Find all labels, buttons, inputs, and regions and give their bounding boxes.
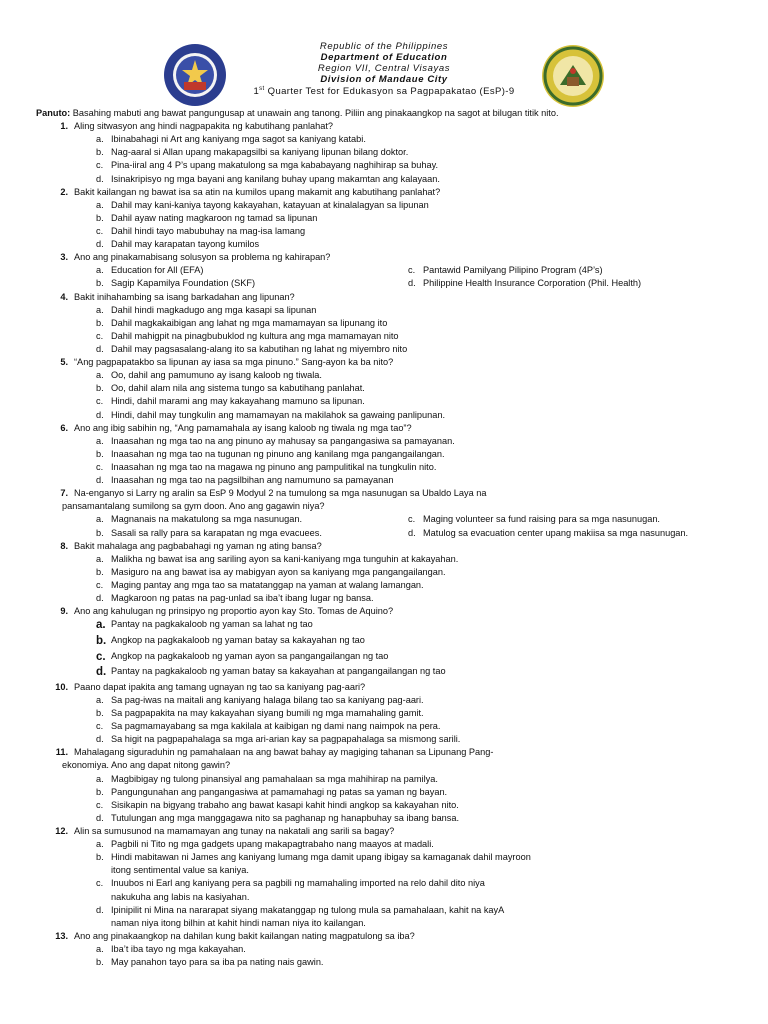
question-number: 12. — [55, 826, 68, 837]
answer-option — [96, 213, 768, 223]
option-letter: d. — [96, 239, 104, 250]
option-letter: b. — [96, 448, 104, 459]
answer-option — [96, 957, 768, 967]
question-text: Paano dapat ipakita ang tamang ugnayan ng tao sa kaniyang pag-aari? — [74, 681, 366, 692]
option-text: Pantay na pagkakaloob ng yaman sa lahat ng tao — [111, 619, 313, 630]
answer-option — [96, 787, 768, 797]
question-item — [0, 252, 768, 288]
question-item — [0, 606, 768, 679]
header-department: Department of Education — [320, 52, 448, 63]
option-text: Malikha ng bawat isa ang sariling ayon sa kani-kaniyang mga tunguhin at kakayahan. — [111, 553, 459, 564]
option-text: Sa higit na pagpapahalaga sa mga ari-arian kay sa pagpapahalaga sa mismong sarili. — [111, 734, 461, 745]
answer-option — [96, 528, 408, 538]
option-text: Dahil hindi magkadugo ang mga kasapi sa lipunan — [111, 304, 317, 315]
answer-option — [96, 331, 768, 341]
answer-option — [96, 708, 768, 718]
answer-option — [96, 278, 408, 288]
question-row — [36, 357, 768, 367]
instructions-label: Panuto: — [36, 108, 71, 118]
answer-option — [96, 305, 768, 315]
answer-option — [96, 226, 768, 236]
question-text: Ano ang pinakaangkop na dahilan kung bakit kailangan nating magpatulong sa iba? — [74, 930, 415, 941]
answer-option — [96, 462, 768, 472]
question-number: 3. — [60, 252, 68, 263]
option-text-continued: nakukuha ang labis na kasiyahan. — [111, 891, 250, 902]
answer-option — [96, 580, 768, 590]
answer-option — [96, 635, 768, 648]
option-text: Education for All (EFA) — [111, 265, 204, 276]
question-number: 1. — [60, 121, 68, 132]
instructions-text: Basahing mabuti ang bawat pangungusap at unawain ang tanong. Piliin ang pinakaangkop na sagot at bilugan titik nito. — [70, 108, 559, 118]
question-text: Na-enganyo si Larry ng aralin sa EsP 9 Modyul 2 na tumulong sa mga nasunugan sa Ubaldo Laya na — [74, 488, 487, 499]
question-item — [0, 826, 768, 928]
option-text-continued: naman niya itong bilhin at kahit hindi naman niya ito kailangan. — [111, 917, 366, 928]
answer-option — [96, 239, 768, 249]
option-letter: d. — [96, 173, 104, 184]
answer-option — [96, 734, 768, 744]
answer-option — [96, 905, 768, 915]
question-text: Ano ang kahulugan ng prinsipyo ng proportio ayon kay Sto. Tomas de Aquino? — [74, 606, 394, 617]
answer-option — [96, 774, 768, 784]
answer-option — [96, 344, 768, 354]
answer-option-row — [96, 265, 768, 275]
question-row — [36, 826, 768, 836]
option-text: Sa pag-iwas na maitali ang kaniyang halaga bilang tao sa kaniyang pag-aari. — [111, 694, 424, 705]
answer-option — [96, 839, 768, 849]
option-text: Tutulungan ang mga manggagawa nito sa paghanap ng hanapbuhay sa ibang bansa. — [111, 812, 460, 823]
question-row — [36, 682, 768, 692]
question-number: 8. — [60, 540, 68, 551]
question-text: Bakit kailangan ng bawat isa sa atin na kumilos upang makamit ang kabutihang panlahat? — [74, 186, 441, 197]
instructions — [36, 108, 738, 118]
answer-option — [96, 554, 768, 564]
question-item — [0, 292, 768, 355]
answer-option — [96, 695, 768, 705]
option-text: Dahil mahigpit na pinagbubuklod ng kultura ang mga mamamayan nito — [111, 330, 399, 341]
option-text: Inaasahan ng mga tao na magawa ng pinuno ang pampulitikal na tungkulin nito. — [111, 461, 437, 472]
answer-option — [96, 265, 408, 275]
answer-option — [96, 944, 768, 954]
answer-option — [96, 593, 768, 603]
option-text: Magkaroon ng patas na pag-unlad sa iba’t ibang lugar ng bansa. — [111, 593, 374, 604]
option-letter: a. — [96, 370, 104, 381]
question-item — [0, 423, 768, 486]
answer-option — [96, 651, 768, 664]
mandaue-seal-icon — [540, 43, 606, 109]
answer-option — [96, 383, 768, 393]
option-letter: b. — [96, 383, 104, 394]
question-row — [36, 187, 768, 197]
question-text: “Ang pagpapatakbo sa lipunan ay iasa sa mga pinuno.” Sang-ayon ka ba nito? — [74, 357, 394, 368]
option-text: Nag-aaral si Allan upang makapagsilbi sa kaniyang lipunan bilang doktor. — [111, 147, 409, 158]
answer-option-row — [96, 528, 768, 538]
option-text: Magnanais na makatulong sa mga nasunugan. — [111, 514, 303, 525]
option-letter: c. — [96, 799, 104, 810]
option-letter: d. — [96, 734, 104, 745]
option-letter: a. — [96, 514, 104, 525]
option-letter: c. — [96, 225, 104, 236]
answer-option-row — [96, 514, 768, 524]
option-letter: a. — [96, 944, 104, 955]
option-text: Dahil hindi tayo mabubuhay na mag-isa lamang — [111, 225, 306, 236]
option-letter: c. — [408, 514, 416, 525]
option-text: Dahil may pagsasalang-alang ito sa kabutihan ng lahat ng miyembro nito — [111, 343, 408, 354]
option-letter: a. — [96, 839, 104, 850]
option-text: Matulog sa evacuation center upang makiisa sa mga nasunugan. — [423, 527, 689, 538]
question-number: 6. — [60, 422, 68, 433]
answer-option — [96, 666, 768, 679]
option-text: Pantawid Pamilyang Pilipino Program (4P’s) — [423, 265, 603, 276]
option-letter: d. — [408, 278, 416, 289]
option-text: May panahon tayo para sa iba pa nating nais gawin. — [111, 957, 324, 968]
option-text: Iba’t iba tayo ng mga kakayahan. — [111, 944, 246, 955]
option-text: Maging volunteer sa fund raising para sa mga nasunugan. — [423, 514, 660, 525]
option-letter: c. — [96, 650, 106, 663]
answer-option — [96, 134, 768, 144]
option-letter: b. — [96, 317, 104, 328]
question-row — [36, 121, 768, 131]
option-letter: a. — [96, 553, 104, 564]
option-letter: a. — [96, 199, 104, 210]
header-republic: Republic of the Philippines — [319, 41, 449, 52]
option-letter: a. — [96, 773, 104, 784]
option-text: Sa pagpapakita na may kakayahan siyang bumili ng mga mamahaling gamit. — [111, 708, 424, 719]
option-text: Maging pantay ang mga tao sa matatanggap na yaman at walang lamangan. — [111, 579, 424, 590]
option-text: Inaasahan ng mga tao na ang pinuno ay mahusay sa pangangasiwa sa pamayanan. — [111, 435, 455, 446]
option-text: Inaasahan ng mga tao na pagsilbihan ang namumuno sa pamayanan — [111, 475, 394, 486]
option-letter: c. — [96, 330, 104, 341]
answer-option — [96, 449, 768, 459]
option-letter: d. — [96, 409, 104, 420]
question-row — [36, 488, 768, 498]
question-text: Aling sitwasyon ang hindi nagpapakita ng kabutihang panlahat? — [74, 121, 333, 132]
answer-option — [96, 619, 768, 632]
question-number: 11. — [55, 747, 68, 758]
test-title: 1st Quarter Test for Edukasyon sa Pagpapakatao (EsP)-9 — [253, 86, 515, 98]
header-division: Division of Mandaue City — [320, 74, 448, 85]
answer-option — [96, 370, 768, 380]
question-item — [0, 931, 768, 967]
option-text-continued: itong sentimental value sa kaniya. — [111, 865, 249, 876]
option-letter: a. — [96, 435, 104, 446]
answer-option — [96, 878, 768, 888]
option-text: Hindi mabitawan ni James ang kaniyang lumang mga damit upang ibigay sa kamaganak dahil mayroon — [111, 852, 531, 863]
option-text: Ipinipilit ni Mina na nararapat siyang makatanggap ng tulong mula sa pamahalaan, kahit na kayA — [111, 904, 505, 915]
option-text: Sa pagmamayabang sa mga kakilala at kaibigan ng dami nang naimpok na pera. — [111, 721, 441, 732]
option-text: Oo, dahil alam nila ang sistema tungo sa kabutihang panlahat. — [111, 383, 365, 394]
question-number: 5. — [60, 357, 68, 368]
question-item — [0, 747, 768, 823]
question-number: 2. — [60, 186, 68, 197]
answer-option — [96, 147, 768, 157]
answer-option — [96, 174, 768, 184]
option-letter: d. — [96, 593, 104, 604]
question-number: 10. — [55, 681, 68, 692]
option-letter: c. — [96, 160, 104, 171]
option-text: Sasali sa rally para sa karapatan ng mga evacuees. — [111, 527, 322, 538]
option-text: Hindi, dahil may tungkulin ang mamamayan na makilahok sa gawaing panlipunan. — [111, 409, 446, 420]
option-letter: b. — [96, 708, 104, 719]
question-number: 7. — [60, 488, 68, 499]
option-letter: b. — [96, 786, 104, 797]
option-text: Dahil magkakaibigan ang lahat ng mga mamamayan sa lipunang ito — [111, 317, 388, 328]
option-text: Angkop na pagkakaloob ng yaman batay sa kakayahan ng tao — [111, 634, 365, 645]
option-letter: b. — [96, 634, 107, 647]
option-letter: b. — [96, 957, 104, 968]
answer-option — [96, 475, 768, 485]
test-body — [0, 108, 768, 970]
option-text: Dahil ayaw nating magkaroon ng tamad sa lipunan — [111, 212, 318, 223]
question-item — [0, 541, 768, 604]
option-text: Isinakripisyo ng mga bayani ang kanilang buhay upang makamtan ang kalayaan. — [111, 173, 440, 184]
answer-option — [96, 318, 768, 328]
question-text: Alin sa sumusunod na mamamayan ang tunay na nakatali ang sarili sa bagay? — [74, 826, 395, 837]
option-letter: b. — [96, 566, 104, 577]
option-letter: d. — [96, 812, 104, 823]
option-letter: d. — [408, 527, 416, 538]
option-letter: c. — [96, 396, 104, 407]
answer-option — [96, 410, 768, 420]
option-text: Inuubos ni Earl ang kaniyang pera sa pagbili ng mamahaling imported na relo dahil dito niya — [111, 878, 485, 889]
option-letter: d. — [96, 666, 107, 679]
option-letter: a. — [96, 619, 106, 632]
answer-option — [96, 721, 768, 731]
question-row — [36, 292, 768, 302]
answer-option — [408, 528, 720, 538]
option-text: Pagbili ni Tito ng mga gadgets upang makapagtrabaho nang maayos at madali. — [111, 839, 434, 850]
option-letter: d. — [96, 343, 104, 354]
option-text: Sagip Kapamilya Foundation (SKF) — [111, 278, 256, 289]
option-text: Inaasahan ng mga tao na tugunan ng pinuno ang kanilang mga pangangailangan. — [111, 448, 445, 459]
option-letter: c. — [96, 721, 104, 732]
option-letter: a. — [96, 134, 104, 145]
option-letter: a. — [96, 304, 104, 315]
answer-option — [96, 396, 768, 406]
question-item — [0, 187, 768, 250]
answer-option — [96, 852, 768, 862]
question-number: 13. — [55, 930, 68, 941]
option-letter: c. — [96, 878, 104, 889]
header-region: Region VII, Central Visayas — [317, 63, 451, 74]
question-row — [36, 541, 768, 551]
question-number: 4. — [60, 291, 68, 302]
option-text: Pina-iiral ang 4 P’s upang makatulong sa mga kababayang naghihirap sa buhay. — [111, 160, 439, 171]
question-text-continued: ekonomiya. Ano ang dapat nitong gawin? — [62, 760, 231, 771]
option-letter: b. — [96, 527, 104, 538]
option-text: Pangungunahan ang pangangasiwa at pamamahagi ng patas sa yaman ng bayan. — [111, 786, 448, 797]
option-letter: c. — [96, 461, 104, 472]
option-text: Angkop na pagkakaloob ng yaman ayon sa pangangailangan ng tao — [111, 650, 389, 661]
answer-option — [96, 160, 768, 170]
option-letter: c. — [408, 265, 416, 276]
question-text: Ano ang pinakamabisang solusyon sa problema ng kahirapan? — [74, 252, 331, 263]
question-text: Bakit mahalaga ang pagbabahagi ng yaman ng ating bansa? — [74, 540, 322, 551]
option-text: Hindi, dahil marami ang may kakayahang mamuno sa lipunan. — [111, 396, 365, 407]
question-text-continued: pansamantalang sumilong sa gym doon. Ano ang gagawin niya? — [62, 501, 325, 512]
option-text: Oo, dahil ang pamumuno ay isang kaloob ng tiwala. — [111, 370, 322, 381]
question-number: 9. — [60, 606, 68, 617]
answer-option — [96, 436, 768, 446]
option-letter: a. — [96, 694, 104, 705]
answer-option — [96, 800, 768, 810]
option-text: Ibinabahagi ni Art ang kaniyang mga sagot sa kaniyang katabi. — [111, 134, 366, 145]
question-row — [36, 423, 768, 433]
question-row — [36, 252, 768, 262]
option-text: Dahil may karapatan tayong kumilos — [111, 239, 260, 250]
option-text: Pantay na pagkakaloob ng yaman batay sa kakayahan at pangangailangan ng tao — [111, 666, 446, 677]
option-letter: b. — [96, 212, 104, 223]
question-row — [36, 931, 768, 941]
answer-option — [96, 813, 768, 823]
question-row — [36, 747, 768, 757]
option-text: Dahil may kani-kaniya tayong kakayahan, katayuan at kinalalagyan sa lipunan — [111, 199, 429, 210]
option-text: Masiguro na ang bawat isa ay mabigyan ayon sa kaniyang mga pangangailangan. — [111, 566, 446, 577]
answer-option — [96, 567, 768, 577]
answer-option — [408, 265, 720, 275]
question-row — [36, 606, 768, 616]
option-letter: b. — [96, 852, 104, 863]
answer-option-row — [96, 278, 768, 288]
question-item — [0, 488, 768, 537]
question-text: Ano ang ibig sabihin ng, “Ang pamamahala ay isang kaloob ng tiwala ng mga tao”? — [74, 422, 412, 433]
question-item — [0, 357, 768, 420]
option-letter: a. — [96, 265, 104, 276]
option-text: Magbibigay ng tulong pinansiyal ang pamahalaan sa mga mahihirap na pamilya. — [111, 773, 438, 784]
option-letter: b. — [96, 147, 104, 158]
question-text: Mahalagang siguraduhin ng pamahalaan na ang bawat bahay ay magiging tahanan sa Lipunang Pang- — [74, 747, 494, 758]
answer-option — [408, 514, 720, 524]
question-item — [0, 682, 768, 745]
option-letter: b. — [96, 278, 104, 289]
option-letter: d. — [96, 904, 104, 915]
answer-option — [96, 200, 768, 210]
option-text: Sisikapin na bigyang trabaho ang bawat kasapi kahit hindi angkop sa kakayahan nito. — [111, 799, 459, 810]
question-item — [0, 121, 768, 184]
option-text: Philippine Health Insurance Corporation (Phil. Health) — [423, 278, 642, 289]
answer-option — [408, 278, 720, 288]
question-text: Bakit inihahambing sa isang barkadahan ang lipunan? — [74, 291, 295, 302]
answer-option — [96, 514, 408, 524]
option-letter: c. — [96, 579, 104, 590]
option-letter: d. — [96, 475, 104, 486]
